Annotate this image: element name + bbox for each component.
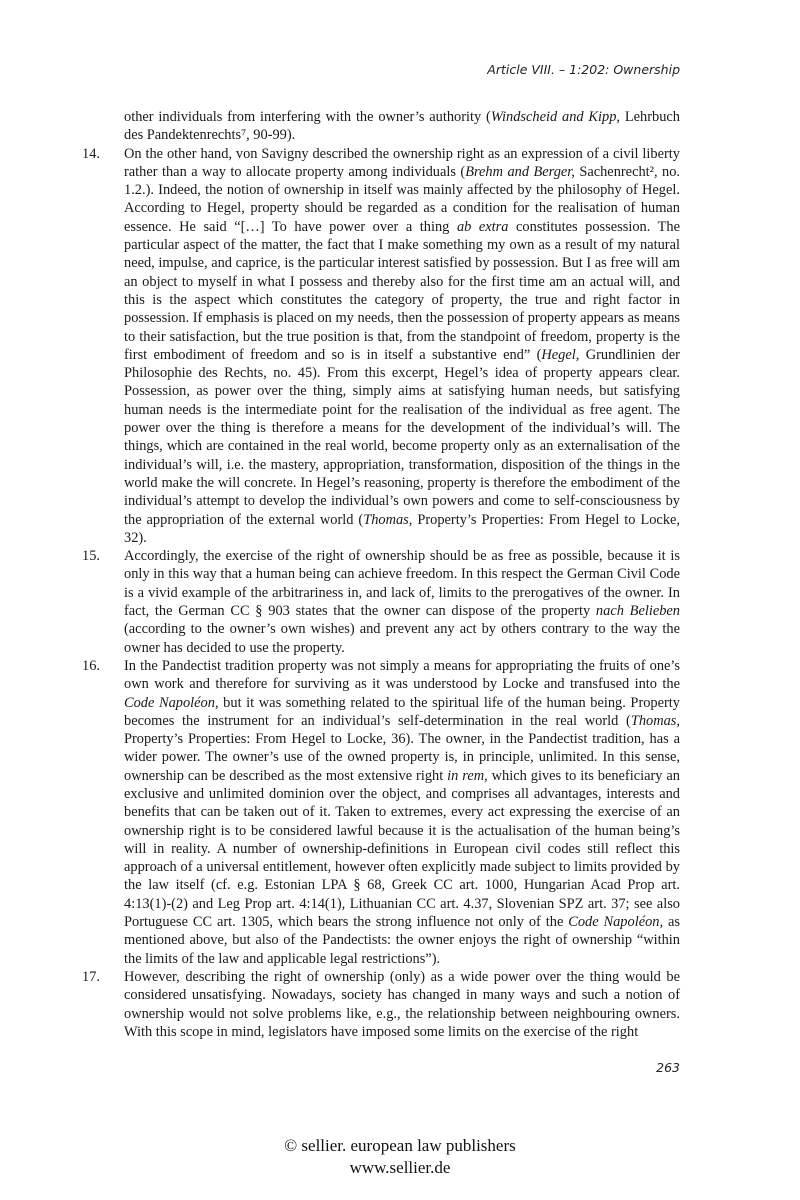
paragraph-16: 16. In the Pandectist tradition property was not simply a means for appropriating the fruits of one’s own work and therefore for surviving as it was understood by Locke and transfused into the Code Napoléon, but it was something related to the spiritual life of the human being. Property becomes the instrument for an individual’s self-determination in the real world (Thomas, Property’s Properties: From Hegel to Locke, 36). The owner, in the Pandectist tradition, has a wider power. The owner’s use of the owned property is, in principle, unlimited. In this sense, ownership can be described as the most extensive right in rem, which gives to its beneficiary an exclusive and unlimited dominion over the object, and comprises all advantages, interests and benefits that can be taken out of it. Taken to extremes, every act expressing the exercise of an ownership right is to be considered lawful because it is the actualisation of the human being’s will in reality. A number of ownership-definitions in European civil codes still reflect this approach of a universal entitlement, however often explicitly made subject to limits provided by the law itself (cf. e.g. Estonian LPA § 68, Greek CC art. 1000, Hungarian Acad Prop art. 4:13(1)-(2) and Leg Prop art. 4:14(1), Lithuanian CC art. 4.37, Slovenian SPZ art. 37; see also Portuguese CC art. 1305, which bears the strong influence not only of the Code Napoléon, as mentioned above, but also of the Pandectists: the owner enjoys the right of ownership “within the limits of the law and applicable legal restrictions”).: [82, 657, 680, 967]
running-header: Article VIII. – 1:202: Ownership: [487, 62, 680, 77]
page-number: 263: [656, 1060, 680, 1075]
paragraph-continuation: other individuals from interfering with the owner’s authority (Windscheid and Kipp, Lehrbuch des Pandektenrechts⁷, 90-99).: [124, 109, 680, 144]
paragraph-15: 15. Accordingly, the exercise of the right of ownership should be as free as possible, because it is only in this way that a human being can achieve freedom. In this respect the German Civil Code is a vivid example of the arbitrariness in, and lack of, limits to the prerogatives of the owner. In fact, the German CC § 903 states that the owner can dispose of the property nach Belieben (according to the owner’s own wishes) and prevent any act by others contrary to the way the owner has decided to use the property.: [82, 548, 680, 656]
paragraph-17: 17. However, describing the right of ownership (only) as a wide power over the thing would be considered unsatisfying. Nowadays, society has changed in many ways and such a notion of ownership would not solve problems like, e.g., the relationship between neighbouring owners. With this scope in mind, legislators have imposed some limits on the exercise of the right: [82, 968, 680, 1040]
body-text: [82, 108, 680, 1041]
paragraph-14: 14. On the other hand, von Savigny described the ownership right as an expression of a civil liberty rather than a way to allocate property among individuals (Brehm and Berger, Sachenrecht², no. 1.2.). Indeed, the notion of ownership in itself was mainly affected by the philosophy of Hegel. According to Hegel, property should be regarded as a condition for the realisation of human essence. He said “[…] To have power over a thing ab extra constitutes possession. The particular aspect of the matter, the fact that I make something my own as a result of my natural need, impulse, and caprice, is the particular interest satisfied by possession. But I as free will am an object to myself in what I possess and thereby also for the first time am an actual will, and this is the aspect which constitutes the category of property, the true and right factor in possession. If emphasis is placed on my needs, then the possession of property appears as means to their satisfaction, but the true position is that, from the standpoint of freedom, property is the first embodiment of freedom and so is in itself a substantive end” (Hegel, Grundlinien der Philosophie des Rechts, no. 45). From this excerpt, Hegel’s idea of property appears clear. Possession, as power over the thing, simply aims at satisfying human needs, but satisfying human needs is the intermediate point for the realisation of the individual as free agent. The power over the thing is therefore a means for the development of the individual’s will. The things, which are contained in the real world, become property only as an externalisation of the individual’s will, i.e. the mastery, appropriation, transformation, disposition of the things in the world make the will concrete. In Hegel’s reasoning, property is therefore the embodiment of the individual’s attempt to develop the individual’s own powers and come to self-consciousness by the appropriation of the external world (Thomas, Property’s Properties: From Hegel to Locke, 32).: [82, 145, 681, 546]
paragraph-number: 17.: [82, 968, 100, 985]
publisher-footer: [0, 1135, 800, 1179]
paragraph-number: 15.: [82, 548, 100, 565]
publisher-url: www.sellier.de: [349, 1158, 451, 1177]
copyright-line: © sellier. european law publishers: [284, 1136, 516, 1155]
paragraph-number: 16.: [82, 657, 100, 674]
paragraph-number: 14.: [82, 145, 100, 162]
